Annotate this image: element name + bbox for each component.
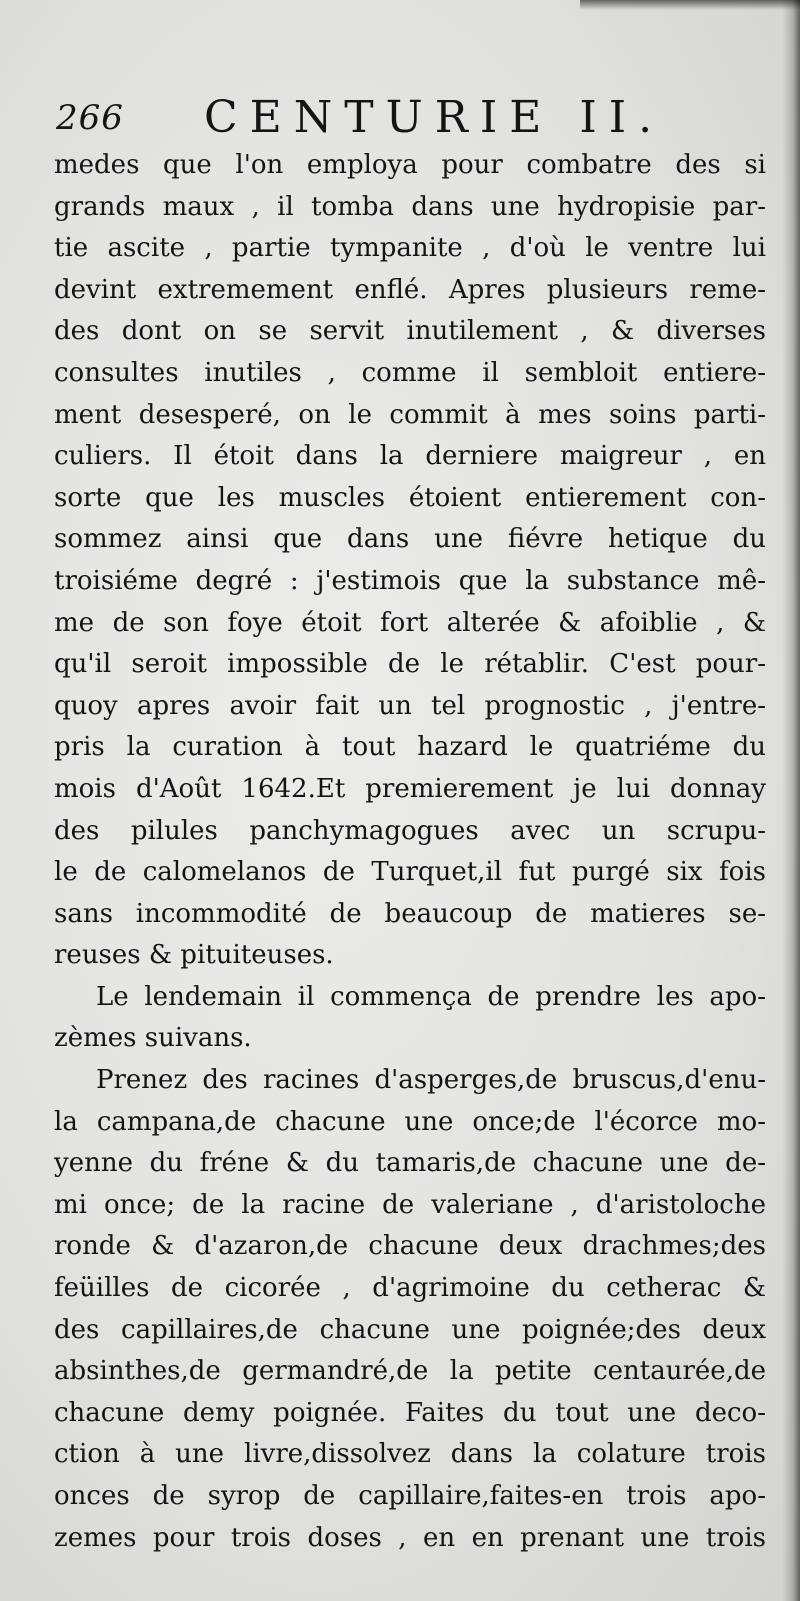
page-number: 266: [56, 98, 124, 138]
text-line: sorte que les muscles étoient entierement con-: [54, 482, 766, 513]
text-line: le de calomelanos de Turquet,il fut purgé six fois: [54, 857, 766, 888]
text-line: medes que l'on employa pour combatre des si: [54, 150, 766, 180]
body-text: [54, 145, 766, 1559]
text-line: des dont on se servit inutilement , & diverses: [54, 316, 766, 347]
text-line: ment desesperé, on le commit à mes soins parti-: [54, 399, 766, 430]
text-line: ronde & d'azaron,de chacune deux drachmes;des: [54, 1231, 766, 1262]
text-line: yenne du fréne & du tamaris,de chacune une de-: [54, 1148, 766, 1179]
paragraph-start-line: Le lendemain il commença de prendre les apo-: [96, 981, 766, 1012]
text-line: sans incommodité de beaucoup de matieres se-: [54, 898, 766, 929]
text-line: reuses & pituiteuses.: [54, 940, 334, 971]
running-header: [56, 92, 756, 144]
text-line: absinthes,de germandré,de la petite centaurée,de: [54, 1356, 766, 1387]
text-line: grands maux , il tomba dans une hydropisie par-: [54, 191, 766, 222]
text-line: feüilles de cicorée , d'agrimoine du cetherac &: [54, 1273, 766, 1304]
text-line: qu'il seroit impossible de le rétablir. C'est pour-: [54, 649, 766, 680]
text-line: la campana,de chacune une once;de l'écorce mo-: [54, 1106, 766, 1137]
text-line: des capillaires,de chacune une poignée;des deux: [54, 1314, 766, 1345]
text-line: sommez ainsi que dans une fiévre hetique du: [54, 524, 766, 555]
text-line: chacune demy poignée. Faites du tout une deco-: [54, 1397, 766, 1428]
text-line: mi once; de la racine de valeriane , d'aristoloche: [54, 1189, 766, 1220]
text-line: tie ascite , partie tympanite , d'où le ventre lui: [54, 233, 766, 264]
text-line: quoy apres avoir fait un tel prognostic , j'entre-: [54, 690, 766, 721]
text-line: troisiéme degré : j'estimois que la substance mê-: [54, 565, 766, 596]
text-line: mois d'Août 1642.Et premierement je lui donnay: [54, 773, 766, 804]
text-line: culiers. Il étoit dans la derniere maigreur , en: [54, 441, 766, 472]
text-line: zemes pour trois doses , en en prenant une trois: [54, 1522, 766, 1553]
text-line: consultes inutiles , comme il sembloit entiere-: [54, 357, 766, 388]
text-line: onces de syrop de capillaire,faites-en trois apo-: [54, 1481, 766, 1511]
text-line: des pilules panchymagogues avec un scrupu-: [54, 815, 766, 846]
page-edge-shadow: [782, 0, 800, 1601]
page-top-shadow: [580, 0, 800, 10]
text-line: ction à une livre,dissolvez dans la colature trois: [54, 1439, 766, 1470]
text-line: zèmes suivans.: [54, 1023, 252, 1054]
text-line: pris la curation à tout hazard le quatriéme du: [54, 732, 766, 763]
text-line: me de son foye étoit fort alterée & afoiblie , &: [54, 607, 766, 638]
paragraph-start-line: Prenez des racines d'asperges,de bruscus,d'enu-: [96, 1065, 766, 1096]
running-title: CENTURIE II.: [204, 92, 665, 143]
text-line: devint extremement enflé. Apres plusieurs reme-: [54, 274, 766, 305]
